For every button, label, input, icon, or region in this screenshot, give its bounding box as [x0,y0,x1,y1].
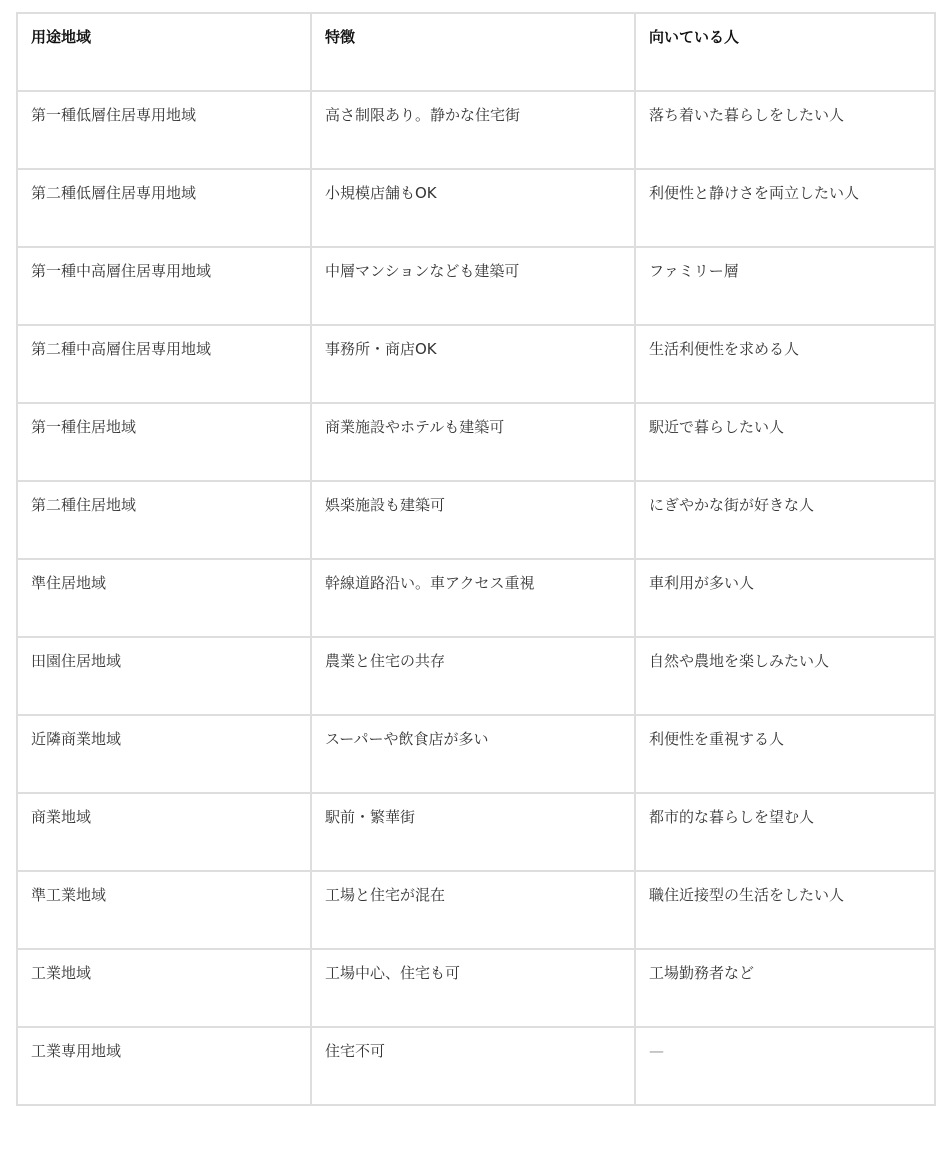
table-row [17,247,935,325]
cell-suitable-for: 都市的な暮らしを望む人 [635,793,935,871]
cell-features: 住宅不可 [311,1027,635,1105]
table-row [17,793,935,871]
table-row [17,715,935,793]
header-suitable-for: 向いている人 [635,13,935,91]
cell-features: 事務所・商店OK [311,325,635,403]
cell-zoning-district: 第二種低層住居専用地域 [17,169,311,247]
table-row [17,481,935,559]
cell-features: 中層マンションなども建築可 [311,247,635,325]
table-row [17,559,935,637]
cell-suitable-for: 自然や農地を楽しみたい人 [635,637,935,715]
header-features: 特徴 [311,13,635,91]
cell-features: 高さ制限あり。静かな住宅街 [311,91,635,169]
table-header-row [17,13,935,91]
cell-features: 幹線道路沿い。車アクセス重視 [311,559,635,637]
cell-features: 商業施設やホテルも建築可 [311,403,635,481]
cell-suitable-for: 利便性を重視する人 [635,715,935,793]
cell-features: 工場中心、住宅も可 [311,949,635,1027]
cell-suitable-for: 駅近で暮らしたい人 [635,403,935,481]
table-row [17,637,935,715]
cell-zoning-district: 第一種低層住居専用地域 [17,91,311,169]
cell-zoning-district: 工業地域 [17,949,311,1027]
table-row [17,325,935,403]
cell-zoning-district: 商業地域 [17,793,311,871]
cell-features: 駅前・繁華街 [311,793,635,871]
cell-features: スーパーや飲食店が多い [311,715,635,793]
cell-suitable-for: 工場勤務者など [635,949,935,1027]
table-row [17,91,935,169]
cell-features: 小規模店舗もOK [311,169,635,247]
cell-zoning-district: 近隣商業地域 [17,715,311,793]
zoning-table [16,12,936,1106]
table-row [17,169,935,247]
zoning-table-container [16,12,934,1106]
header-zoning-district: 用途地域 [17,13,311,91]
table-row [17,949,935,1027]
cell-zoning-district: 第一種中高層住居専用地域 [17,247,311,325]
cell-suitable-for: ファミリー層 [635,247,935,325]
table-row [17,871,935,949]
cell-zoning-district: 第一種住居地域 [17,403,311,481]
table-row [17,403,935,481]
table-row [17,1027,935,1105]
cell-zoning-district: 準工業地域 [17,871,311,949]
cell-features: 娯楽施設も建築可 [311,481,635,559]
cell-suitable-for: 利便性と静けさを両立したい人 [635,169,935,247]
cell-suitable-for: 車利用が多い人 [635,559,935,637]
cell-suitable-for: — [635,1027,935,1105]
cell-zoning-district: 準住居地域 [17,559,311,637]
cell-suitable-for: 生活利便性を求める人 [635,325,935,403]
cell-zoning-district: 第二種住居地域 [17,481,311,559]
cell-features: 工場と住宅が混在 [311,871,635,949]
cell-suitable-for: 落ち着いた暮らしをしたい人 [635,91,935,169]
cell-zoning-district: 工業専用地域 [17,1027,311,1105]
cell-suitable-for: にぎやかな街が好きな人 [635,481,935,559]
cell-suitable-for: 職住近接型の生活をしたい人 [635,871,935,949]
cell-zoning-district: 第二種中高層住居専用地域 [17,325,311,403]
cell-features: 農業と住宅の共存 [311,637,635,715]
cell-zoning-district: 田園住居地域 [17,637,311,715]
